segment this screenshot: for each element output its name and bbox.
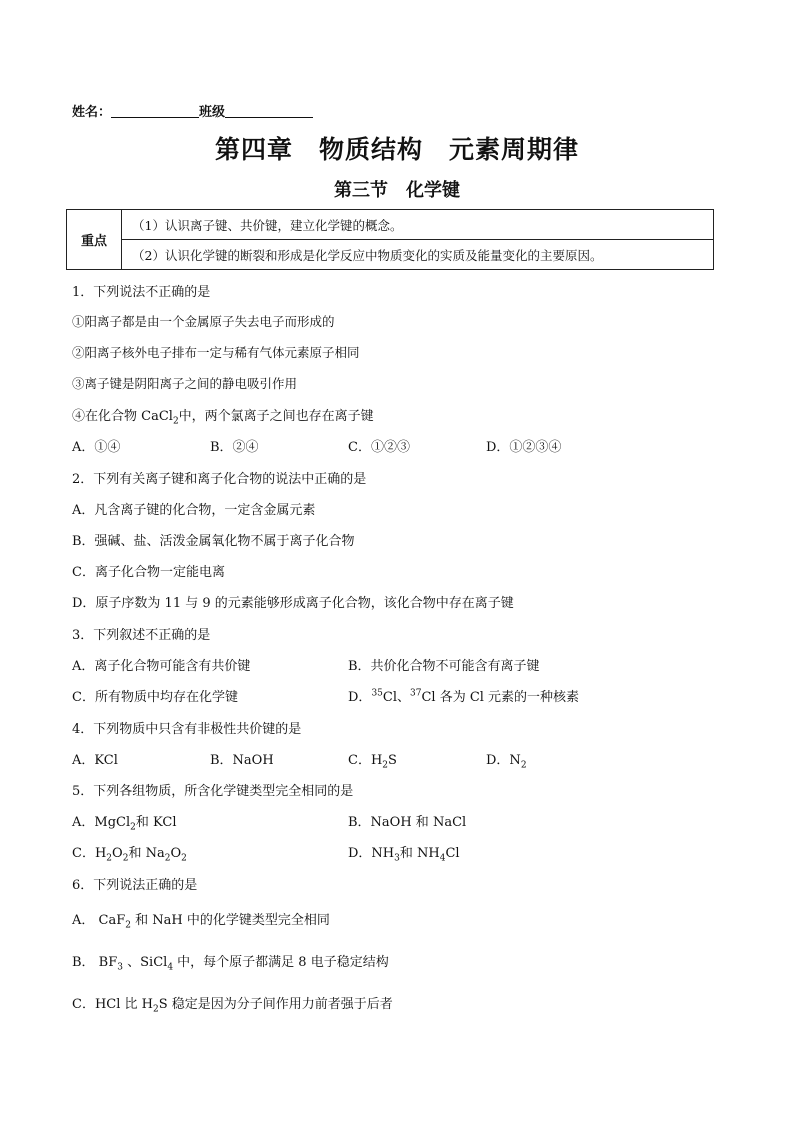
q6-option-a[interactable]: A． CaF$_2$ 和 NaH 中的化学键类型完全相同	[72, 913, 330, 931]
q2-option-d[interactable]: D．原子序数为 11 与 9 的元素能够形成离子化合物，该化合物中存在离子键	[72, 596, 514, 611]
q4-stem: 4．下列物质中只含有非极性共价键的是	[72, 722, 302, 737]
q6-option-c[interactable]: C．HCl 比 $H_2S$ 稳定是因为分子间作用力前者强于后者	[72, 997, 393, 1015]
q1-option-a[interactable]: A．①④	[72, 440, 121, 455]
q4-option-d[interactable]: D．$N_2$	[486, 753, 527, 771]
q2-stem: 2．下列有关离子键和离子化合物的说法中正确的是	[72, 472, 367, 487]
q1-statement-2: ②阳离子核外电子排布一定与稀有气体元素原子相同	[72, 345, 360, 360]
q4-option-a[interactable]: A．KCl	[72, 753, 118, 768]
q5-option-d[interactable]: D．$NH_3$和 $NH_4Cl$	[348, 846, 460, 864]
q3-option-c[interactable]: C．所有物质中均存在化学键	[72, 690, 238, 705]
key-points-table	[66, 209, 714, 270]
section-title: 第三节 化学键	[334, 180, 460, 201]
q5-option-a[interactable]: A．MgCl$_2$和 KCl	[72, 815, 177, 833]
name-label: 姓名：	[72, 105, 112, 120]
key-point-1: （1）认识离子键、共价键，建立化学键的概念。	[132, 217, 403, 233]
q1-option-b[interactable]: B．②④	[210, 440, 259, 455]
q2-option-b[interactable]: B．强碱、盐、活泼金属氧化物不属于离子化合物	[72, 534, 355, 549]
q2-option-a[interactable]: A．凡含离子键的化合物，一定含金属元素	[72, 503, 316, 518]
q3-option-b[interactable]: B．共价化合物不可能含有离子键	[348, 659, 540, 674]
q1-option-d[interactable]: D．①②③④	[486, 440, 562, 455]
q1-statement-1: ①阳离子都是由一个金属原子失去电子而形成的	[72, 314, 335, 329]
q6-stem: 6．下列说法正确的是	[72, 878, 198, 893]
q3-option-a[interactable]: A．离子化合物可能含有共价键	[72, 659, 251, 674]
q6-option-b[interactable]: B． $BF_3$ 、SiCl$_4$ 中，每个原子都满足 8 电子稳定结构	[72, 955, 389, 973]
q5-option-c[interactable]: C．$H_2O_2$和 $Na_2O_2$	[72, 846, 187, 864]
key-points-label: 重点	[67, 210, 122, 269]
q1-stem: 1．下列说法不正确的是	[72, 285, 211, 300]
name-class-line	[72, 101, 313, 120]
key-point-2: （2）认识化学键的断裂和形成是化学反应中物质变化的实质及能量变化的主要原因。	[122, 239, 713, 269]
q4-option-b[interactable]: B．NaOH	[210, 753, 274, 768]
name-blank[interactable]	[111, 105, 199, 118]
q2-option-c[interactable]: C．离子化合物一定能电离	[72, 565, 225, 580]
q5-stem: 5．下列各组物质，所含化学键类型完全相同的是	[72, 784, 354, 799]
q3-stem: 3．下列叙述不正确的是	[72, 628, 211, 643]
q5-option-b[interactable]: B．NaOH 和 NaCl	[348, 815, 467, 830]
chapter-title: 第四章 物质结构 元素周期律	[214, 135, 579, 164]
q1-statement-3: ③离子键是阴阳离子之间的静电吸引作用	[72, 376, 298, 391]
class-blank[interactable]	[225, 105, 313, 118]
q1-option-c[interactable]: C．①②③	[348, 440, 410, 455]
q1-statement-4: ④在化合物 CaCl$_2$中，两个氯离子之间也存在离子键	[72, 409, 374, 427]
q4-option-c[interactable]: C．$H_2S$	[348, 753, 397, 771]
class-label: 班级	[199, 105, 226, 120]
q3-option-d[interactable]: D．$^{35}$Cl、$^{37}$Cl 各为 Cl 元素的一种核素	[348, 688, 580, 705]
